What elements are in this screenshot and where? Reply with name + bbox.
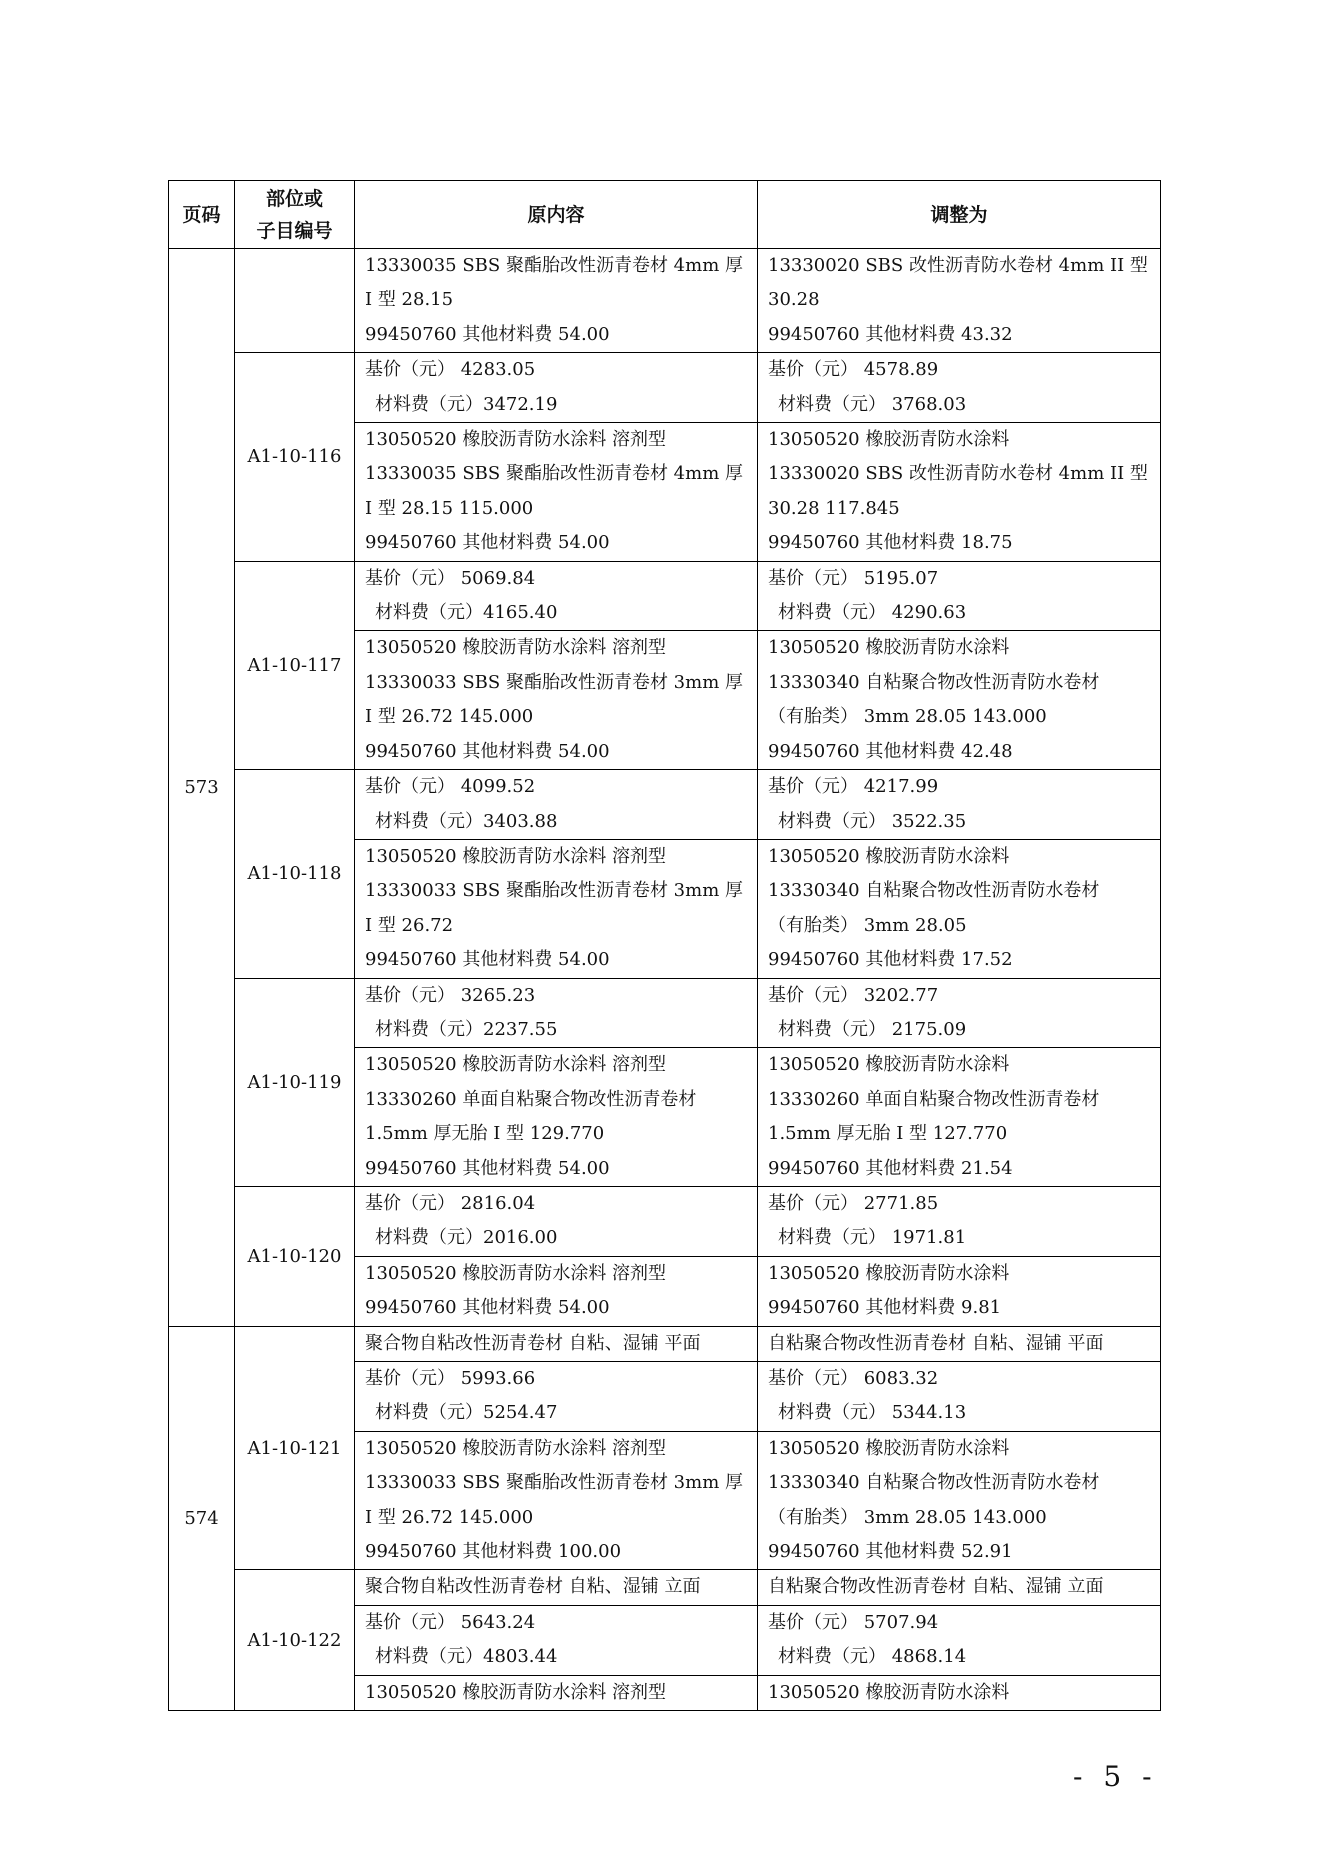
code-cell-a1-10-116: A1-10-116 (235, 353, 355, 561)
adjusted-line: 基价（元） 4217.99 (768, 776, 939, 798)
adjusted-line: 自粘聚合物改性沥青卷材 自粘、湿铺 立面 (768, 1576, 1104, 1598)
original-line: 基价（元） 2816.04 (365, 1192, 536, 1214)
original-line: 99450760 其他材料费 54.00 (365, 949, 610, 971)
code-cell-empty (235, 249, 355, 353)
original-line: 基价（元） 5643.24 (365, 1611, 536, 1633)
original-line: 13050520 橡胶沥青防水涂料 溶剂型 (365, 637, 667, 659)
original-cell (355, 1570, 758, 1605)
adjusted-line: 材料费（元） 1971.81 (778, 1227, 967, 1249)
original-line: 13330033 SBS 聚酯胎改性沥青卷材 3mm 厚 (365, 1472, 743, 1494)
original-line: 99450760 其他材料费 54.00 (365, 1157, 610, 1179)
adjusted-cell (758, 1048, 1161, 1187)
original-cell (355, 1048, 758, 1187)
original-cell (355, 1362, 758, 1432)
original-line: 基价（元） 5993.66 (365, 1368, 536, 1389)
adjusted-line: 基价（元） 5195.07 (768, 567, 939, 589)
table-row (169, 1186, 1161, 1256)
adjusted-cell (758, 1431, 1161, 1570)
original-cell (355, 1186, 758, 1256)
adjusted-cell (758, 1186, 1161, 1256)
header-row (169, 181, 1161, 249)
original-cell (355, 1256, 758, 1326)
adjusted-line: 99450760 其他材料费 9.81 (768, 1297, 1002, 1319)
header-page: 页码 (169, 181, 235, 249)
adjusted-cell (758, 1256, 1161, 1326)
code-cell-a1-10-117: A1-10-117 (235, 561, 355, 769)
adjusted-line: 99450760 其他材料费 17.52 (768, 949, 1013, 971)
adjusted-line: 13330340 自粘聚合物改性沥青防水卷材 (768, 880, 1100, 902)
adjusted-line: 材料费（元） 4868.14 (778, 1646, 967, 1668)
adjusted-cell (758, 1326, 1161, 1361)
table-row (169, 1326, 1161, 1361)
adjusted-cell (758, 1675, 1161, 1710)
original-cell (355, 839, 758, 978)
header-part-line1: 部位或 (265, 187, 323, 210)
page-cell-573: 573 (169, 249, 235, 1327)
original-cell (355, 353, 758, 423)
original-cell (355, 1605, 758, 1675)
adjusted-line: 基价（元） 6083.32 (768, 1368, 939, 1389)
adjusted-line: 13330020 SBS 改性沥青防水卷材 4mm II 型 (768, 255, 1148, 276)
original-line: I 型 28.15 115.000 (365, 497, 534, 519)
original-line: 13050520 橡胶沥青防水涂料 溶剂型 (365, 1262, 667, 1284)
adjusted-line: 13050520 橡胶沥青防水涂料 (768, 1681, 1010, 1703)
original-line: 聚合物自粘改性沥青卷材 自粘、湿铺 立面 (365, 1576, 701, 1598)
original-line: 基价（元） 5069.84 (365, 567, 536, 589)
page-number: - 5 - (1073, 1760, 1158, 1793)
original-line: 99450760 其他材料费 54.00 (365, 532, 610, 554)
original-line: 材料费（元）4165.40 (375, 602, 558, 624)
adjusted-cell (758, 249, 1161, 353)
adjusted-line: （有胎类） 3mm 28.05 143.000 (768, 1506, 1047, 1528)
header-part (235, 181, 355, 249)
adjusted-line: 99450760 其他材料费 42.48 (768, 740, 1013, 762)
header-adjusted: 调整为 (758, 181, 1161, 249)
adjusted-line: 13330340 自粘聚合物改性沥青防水卷材 (768, 671, 1100, 693)
adjusted-line: 基价（元） 2771.85 (768, 1192, 939, 1214)
code-cell-a1-10-121: A1-10-121 (235, 1326, 355, 1570)
adjusted-line: 基价（元） 5707.94 (768, 1611, 939, 1633)
original-line: I 型 26.72 145.000 (365, 706, 534, 728)
adjusted-cell (758, 561, 1161, 631)
adjusted-line: 13050520 橡胶沥青防水涂料 (768, 1054, 1010, 1076)
adjusted-line: 材料费（元） 2175.09 (778, 1018, 967, 1040)
table-row (169, 353, 1161, 423)
original-line: 材料费（元）2237.55 (375, 1018, 558, 1040)
adjusted-line: （有胎类） 3mm 28.05 (768, 914, 967, 936)
adjusted-cell (758, 839, 1161, 978)
original-line: 13050520 橡胶沥青防水涂料 溶剂型 (365, 1054, 667, 1076)
adjusted-line: 99450760 其他材料费 21.54 (768, 1157, 1013, 1179)
original-line: 基价（元） 4283.05 (365, 359, 536, 381)
adjusted-cell (758, 353, 1161, 423)
code-cell-a1-10-119: A1-10-119 (235, 978, 355, 1186)
code-cell-a1-10-118: A1-10-118 (235, 770, 355, 978)
original-line: I 型 28.15 (365, 289, 454, 311)
original-line: I 型 26.72 145.000 (365, 1506, 534, 1528)
adjusted-line: 材料费（元） 3522.35 (778, 810, 967, 832)
adjusted-line: 基价（元） 4578.89 (768, 359, 939, 381)
adjusted-line: 13050520 橡胶沥青防水涂料 (768, 1262, 1010, 1284)
adjusted-line: 30.28 (768, 289, 820, 311)
adjusted-line: 材料费（元） 3768.03 (778, 393, 967, 415)
adjusted-line: 13330260 单面自粘聚合物改性沥青卷材 (768, 1088, 1100, 1110)
adjustment-table (168, 180, 1161, 1711)
original-line: 13050520 橡胶沥青防水涂料 溶剂型 (365, 1681, 667, 1703)
adjusted-cell (758, 978, 1161, 1048)
original-line: 13330033 SBS 聚酯胎改性沥青卷材 3mm 厚 (365, 880, 743, 902)
table-row (169, 561, 1161, 631)
original-cell (355, 1431, 758, 1570)
adjusted-line: 13050520 橡胶沥青防水涂料 (768, 845, 1010, 867)
original-line: 13050520 橡胶沥青防水涂料 溶剂型 (365, 429, 667, 451)
header-original: 原内容 (355, 181, 758, 249)
original-line: 13050520 橡胶沥青防水涂料 溶剂型 (365, 1437, 667, 1459)
adjusted-line: 材料费（元） 4290.63 (778, 602, 967, 624)
original-line: 99450760 其他材料费 54.00 (365, 323, 610, 345)
original-line: 聚合物自粘改性沥青卷材 自粘、湿铺 平面 (365, 1332, 701, 1354)
original-line: 99450760 其他材料费 100.00 (365, 1541, 622, 1563)
original-line: 材料费（元）2016.00 (375, 1227, 558, 1249)
table-row (169, 978, 1161, 1048)
original-cell (355, 561, 758, 631)
header-part-line2: 子目编号 (256, 219, 333, 242)
original-cell (355, 423, 758, 562)
original-cell (355, 978, 758, 1048)
original-line: 材料费（元）5254.47 (375, 1402, 558, 1424)
original-line: 13330033 SBS 聚酯胎改性沥青卷材 3mm 厚 (365, 671, 743, 693)
original-line: 1.5mm 厚无胎 I 型 129.770 (365, 1123, 605, 1145)
original-line: 基价（元） 3265.23 (365, 984, 536, 1006)
original-line: 99450760 其他材料费 54.00 (365, 740, 610, 762)
table-row (169, 1570, 1161, 1605)
code-cell-a1-10-120: A1-10-120 (235, 1186, 355, 1326)
original-line: 13330035 SBS 聚酯胎改性沥青卷材 4mm 厚 (365, 463, 743, 485)
original-line: 13050520 橡胶沥青防水涂料 溶剂型 (365, 845, 667, 867)
original-line: I 型 26.72 (365, 914, 454, 936)
adjusted-line: 13050520 橡胶沥青防水涂料 (768, 429, 1010, 451)
original-line: 13330260 单面自粘聚合物改性沥青卷材 (365, 1088, 697, 1110)
adjusted-line: （有胎类） 3mm 28.05 143.000 (768, 706, 1047, 728)
adjusted-line: 99450760 其他材料费 43.32 (768, 323, 1013, 345)
adjusted-line: 自粘聚合物改性沥青卷材 自粘、湿铺 平面 (768, 1332, 1104, 1354)
adjusted-cell (758, 1605, 1161, 1675)
original-cell (355, 631, 758, 770)
adjusted-line: 1.5mm 厚无胎 I 型 127.770 (768, 1123, 1008, 1145)
adjusted-line: 99450760 其他材料费 52.91 (768, 1541, 1013, 1563)
page-cell-574: 574 (169, 1326, 235, 1710)
original-cell (355, 1675, 758, 1710)
adjusted-line: 13330340 自粘聚合物改性沥青防水卷材 (768, 1472, 1100, 1494)
original-line: 13330035 SBS 聚酯胎改性沥青卷材 4mm 厚 (365, 255, 743, 276)
original-line: 基价（元） 4099.52 (365, 776, 536, 798)
original-cell (355, 249, 758, 353)
original-line: 99450760 其他材料费 54.00 (365, 1297, 610, 1319)
adjusted-line: 基价（元） 3202.77 (768, 984, 939, 1006)
original-cell (355, 770, 758, 840)
adjusted-cell (758, 631, 1161, 770)
adjusted-line: 13050520 橡胶沥青防水涂料 (768, 1437, 1010, 1459)
adjusted-line: 材料费（元） 5344.13 (778, 1402, 967, 1424)
adjusted-line: 30.28 117.845 (768, 497, 900, 519)
code-cell-a1-10-122: A1-10-122 (235, 1570, 355, 1711)
adjusted-cell (758, 770, 1161, 840)
original-cell (355, 1326, 758, 1361)
adjusted-line: 99450760 其他材料费 18.75 (768, 532, 1013, 554)
adjusted-cell (758, 423, 1161, 562)
table-row (169, 770, 1161, 840)
table-row (169, 249, 1161, 353)
adjusted-cell (758, 1362, 1161, 1432)
adjusted-line: 13050520 橡胶沥青防水涂料 (768, 637, 1010, 659)
original-line: 材料费（元）3472.19 (375, 393, 558, 415)
adjusted-line: 13330020 SBS 改性沥青防水卷材 4mm II 型 (768, 463, 1148, 485)
adjusted-cell (758, 1570, 1161, 1605)
original-line: 材料费（元）4803.44 (375, 1646, 558, 1668)
original-line: 材料费（元）3403.88 (375, 810, 558, 832)
